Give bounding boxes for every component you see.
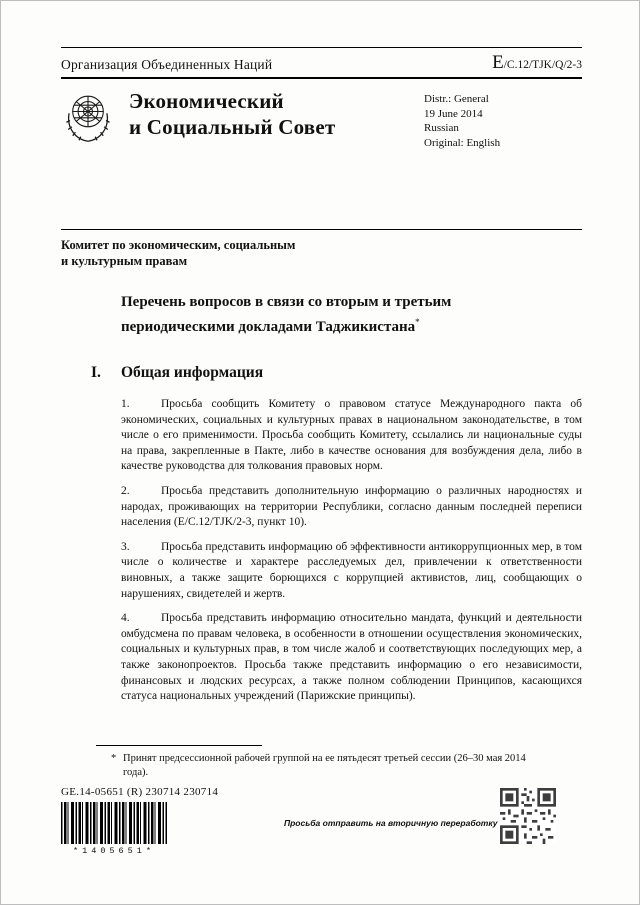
paragraph-3-number: 3. <box>121 540 130 553</box>
distribution-meta <box>424 88 582 150</box>
paragraph-4-text: Просьба представить информацию относительно мандата, функций и деятельности омбудсмена по правам человека, в особенности в отношении осуществления экономических, социальных и культурных прав, в том числе жалоб и соответствующих последующих мер, а также законопроектов. Просьба также представить информацию о его независимости, финансовых и людских ресурсах, а также полном соблюдении Принципов, касающихся статуса национальных учреждений (Парижские принципы). <box>121 612 582 703</box>
committee-heading <box>61 237 582 269</box>
language-line: Russian <box>424 122 459 134</box>
recycle-text: Просьба отправить на вторичную переработку <box>284 817 498 828</box>
masthead <box>61 79 582 229</box>
doc-symbol <box>492 53 582 73</box>
footnote-text <box>96 752 544 779</box>
footnote-rule <box>96 745 262 746</box>
section-title: Общая информация <box>121 364 264 381</box>
document-header <box>61 48 582 77</box>
paragraph-4-number: 4. <box>121 612 130 625</box>
document-title <box>121 292 561 337</box>
paragraph-1-text: Просьба сообщить Комитету о правовом статусе Международного пакта об экономических, социальных и культурных правах в национальном законодательстве, в том числе о его применимости. Просьба сообщить Комитету, ссылались ли национальные суды на права, закрепленные в Пакте, либо в качестве основания для возбуждения дела, либо в качестве руководства для толкования правовых норм. <box>121 398 582 473</box>
section-rule <box>61 229 582 230</box>
original-line: Original: English <box>424 136 501 149</box>
un-emblem-icon <box>61 88 115 144</box>
paragraph-3 <box>121 540 582 602</box>
council-title-line1: Экономический <box>129 89 284 113</box>
council-title <box>129 88 335 140</box>
footnote-body: Принят предсессионной рабочей группой на ее пятьдесят третьей сессии (26–30 мая 2014 года). <box>123 753 526 778</box>
distr-line: Distr.: General <box>424 93 489 105</box>
section-number: I. <box>91 364 101 381</box>
footnote <box>96 745 544 779</box>
title-footnote-marker: * <box>415 317 420 327</box>
barcode-bars-icon <box>61 802 167 844</box>
doc-symbol-prefix: E <box>492 52 504 73</box>
footnote-marker: * <box>111 753 117 764</box>
doc-symbol-suffix: /C.12/TJK/Q/2-3 <box>503 59 582 71</box>
paragraph-2-text: Просьба представить дополнительную информацию о различных народностях и народах, проживающих на территории Республики, согласно данным последней переписи населения (E/C.12/TJK/2-3, пункт 10). <box>121 484 582 529</box>
recycle-notice <box>284 813 522 832</box>
paragraph-3-text: Просьба представить информацию об эффективности антикоррупционных мер, в том числе о количестве и характере расследуемых дел, привлечении к ответственности виновных, а также защите борющихся с коррупцией активистов, лиц, сообщающих о нарушениях, свидетелей и жертв. <box>121 540 582 600</box>
committee-line1: Комитет по экономическим, социальным <box>61 238 296 252</box>
paragraph-4 <box>121 611 582 705</box>
org-name: Организация Объединенных Наций <box>61 57 273 72</box>
date-line: 19 June 2014 <box>424 107 483 120</box>
paragraph-1-number: 1. <box>121 398 130 410</box>
document-title-text: Перечень вопросов в связи со вторым и третьим периодическими докладами Таджикистана <box>121 294 452 335</box>
ge-document-number: GE.14-05651 (R) 230714 230714 <box>61 786 219 798</box>
barcode-label: *1405651* <box>73 846 155 856</box>
barcode <box>61 802 167 856</box>
paragraph-2 <box>121 484 582 531</box>
qr-code-icon <box>500 788 556 844</box>
paragraph-list <box>121 397 582 705</box>
paragraph-2-number: 2. <box>121 484 130 497</box>
paragraph-1 <box>121 397 582 475</box>
council-title-line2: и Социальный Совет <box>129 115 336 139</box>
committee-line2: и культурным правам <box>61 254 188 268</box>
section-heading <box>91 364 582 382</box>
